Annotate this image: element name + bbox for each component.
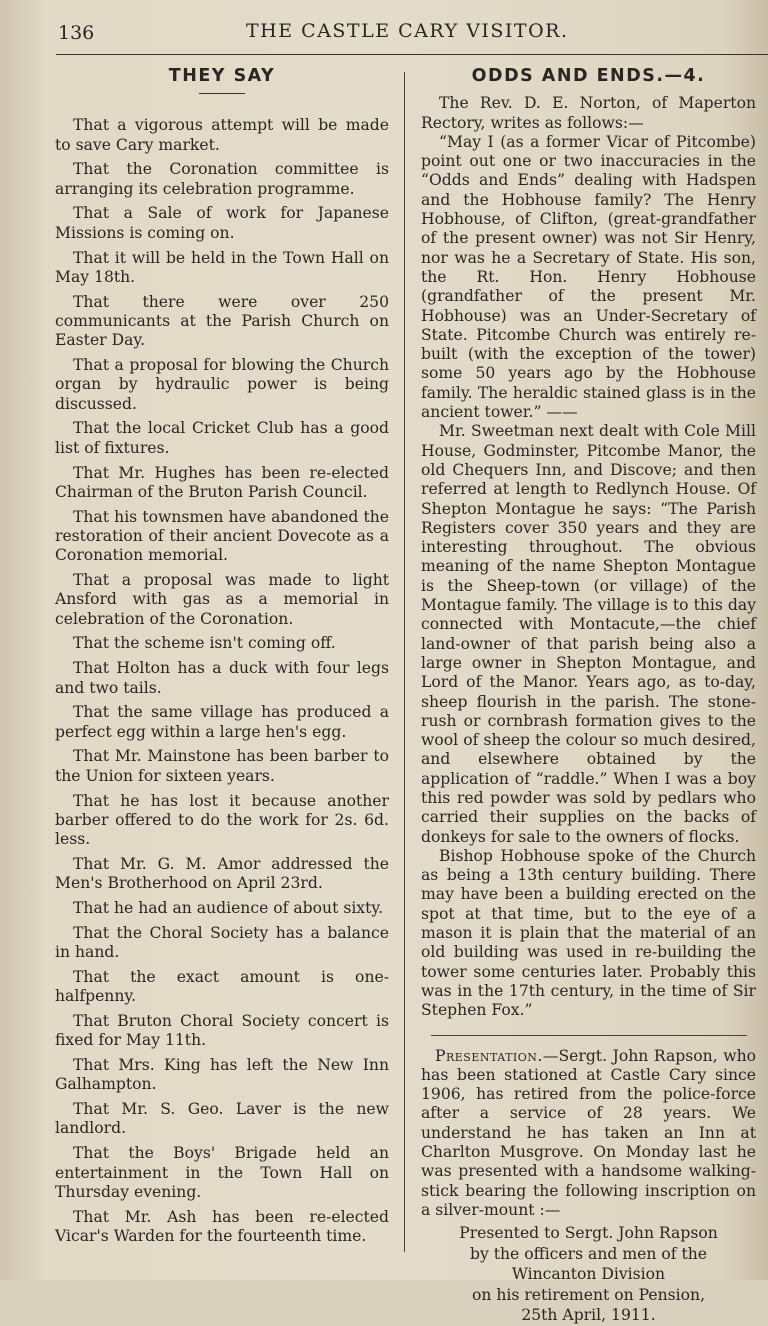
they-say-item: That Mr. G. M. Amor addressed the Men's Brotherhood on April 23rd. <box>55 854 389 893</box>
they-say-item: That Holton has a duck with four legs and two tails. <box>55 659 389 697</box>
they-say-item: That he had an audience of about sixty. <box>73 898 384 917</box>
inscription-line: by the officers and men of the <box>469 1244 708 1263</box>
inscription-line: 25th April, 1911. <box>521 1306 656 1325</box>
they-say-item: That he has lost it because another barber offered to do the work for 2s. 6d. less. <box>55 791 389 849</box>
presentation-notice <box>421 1047 756 1221</box>
article-paragraph: “May I (as a former Vicar of Pitcombe) point out one or two inaccuracies in the “Odds and Ends” dealing with Hadspen and the Hobhouse family? The Henry Hobhouse, of Clifton, (great-grandfather of the present owner) was not Sir Henry, nor was he a Secretary of State. His son, the Rt. Hon. Henry Hobhouse (grandfather of the present Mr. Hobhouse) was an Under-Secretary of State. Pitcombe Church was entirely re-built (with the exception of the tower) some 50 years ago by the Hobhouse family. The heraldic stained glass is in the ancient tower.” —— <box>421 132 756 422</box>
they-say-item: That his townsmen have abandoned the restoration of their ancient Dovecote as a Coronation memorial. <box>55 507 389 565</box>
they-say-item: That it will be held in the Town Hall on May 18th. <box>55 248 389 286</box>
heading-rule <box>199 93 245 94</box>
they-say-item: That a vigorous attempt will be made to save Cary market. <box>55 116 389 154</box>
they-say-item: That Mr. Ash has been re-elected Vicar's Warden for the fourteenth time. <box>55 1207 389 1245</box>
they-say-item: That a Sale of work for Japanese Missions is coming on. <box>55 204 389 242</box>
they-say-item: That the Choral Society has a balance in hand. <box>55 923 389 962</box>
they-say-item: That the local Cricket Club has a good list of fixtures. <box>55 419 389 457</box>
odds-and-ends-column <box>421 64 756 1326</box>
they-say-item: That Mr. Mainstone has been barber to the Union for sixteen years. <box>55 747 389 785</box>
page-number: 136 <box>58 22 95 44</box>
they-say-item: That the same village has produced a perfect egg within a large hen's egg. <box>55 703 389 741</box>
they-say-item: That the scheme isn't coming off. <box>73 634 336 653</box>
they-say-column <box>55 64 389 1246</box>
presentation-label: Presentation. <box>435 1046 543 1065</box>
they-say-heading: THEY SAY <box>168 66 276 86</box>
odds-and-ends-heading: ODDS AND ENDS.—4. <box>471 66 706 86</box>
inscription <box>421 1223 756 1326</box>
they-say-item: That the Boys' Brigade held an entertainment in the Town Hall on Thursday evening. <box>55 1144 389 1201</box>
inscription-line: Wincanton Division <box>511 1265 666 1284</box>
presentation-text: —Sergt. John Rapson, who has been stationed at Castle Cary since 1906, has retired from the police-force after a service of 28 years. We understand he has taken an Inn at Charlton Musgrove. On Monday last he was presented with a handsome walking-stick bearing the following inscription on a silver-mount :— <box>421 1046 756 1219</box>
header-rule <box>56 54 768 55</box>
section-rule <box>431 1035 747 1036</box>
article-paragraph: The Rev. D. E. Norton, of Maperton Rectory, writes as follows:— <box>421 94 756 132</box>
column-divider <box>404 72 405 1252</box>
they-say-item: That Bruton Choral Society concert is fixed for May 11th. <box>55 1011 389 1050</box>
running-head <box>0 18 768 48</box>
they-say-item: That Mr. Hughes has been re-elected Chairman of the Bruton Parish Council. <box>55 463 389 501</box>
article-paragraph: Bishop Hobhouse spoke of the Church as being a 13th century building. There may have been a building erected on the spot at that time, but to the eye of a mason it is plain that the material of an old building was used in re-building the tower some centuries later. Probably this was in the 17th century, in the time of Sir Stephen Fox.” <box>421 846 756 1020</box>
they-say-item: That the exact amount is one-halfpenny. <box>55 967 389 1006</box>
inscription-line: Presented to Sergt. John Rapson <box>459 1224 718 1243</box>
they-say-item: That a proposal was made to light Ansford with gas as a memorial in celebration of the Coronation. <box>55 571 389 628</box>
article-paragraph: Mr. Sweetman next dealt with Cole Mill House, Godminster, Pitcombe Manor, the old Chequers Inn, and Discove; and then referred at length to Redlynch House. Of Shepton Montague he says: “The Parish Registers cover 350 years and they are interesting throughout. The obvious meaning of the name Shepton Montague is the Sheep-town (or village) of the Montague family. The village is to this day connected with Montacute,—the chief land-owner of that parish being also a large owner in Shepton Montague, and Lord of the Manor. Years ago, as to-day, sheep flourish in the parish. The stone-rush or cornbrash formation gives to the wool of sheep the colour so much desired, and elsewhere obtained by the application of “raddle.” When I was a boy this red powder was sold by pedlars who carried their supplies on the backs of donkeys for sale to the owners of flocks. <box>421 422 756 846</box>
they-say-item: That there were over 250 communicants at the Parish Church on Easter Day. <box>55 292 389 350</box>
they-say-item: That the Coronation committee is arranging its celebration programme. <box>55 160 389 198</box>
they-say-item: That a proposal for blowing the Church organ by hydraulic power is being discussed. <box>55 356 389 413</box>
they-say-item: That Mr. S. Geo. Laver is the new landlord. <box>55 1100 389 1138</box>
odds-and-ends-body <box>421 94 756 1020</box>
journal-title: THE CASTLE CARY VISITOR. <box>246 20 569 42</box>
they-say-item: That Mrs. King has left the New Inn Galhampton. <box>55 1056 389 1094</box>
inscription-line: on his retirement on Pension, <box>471 1285 706 1304</box>
